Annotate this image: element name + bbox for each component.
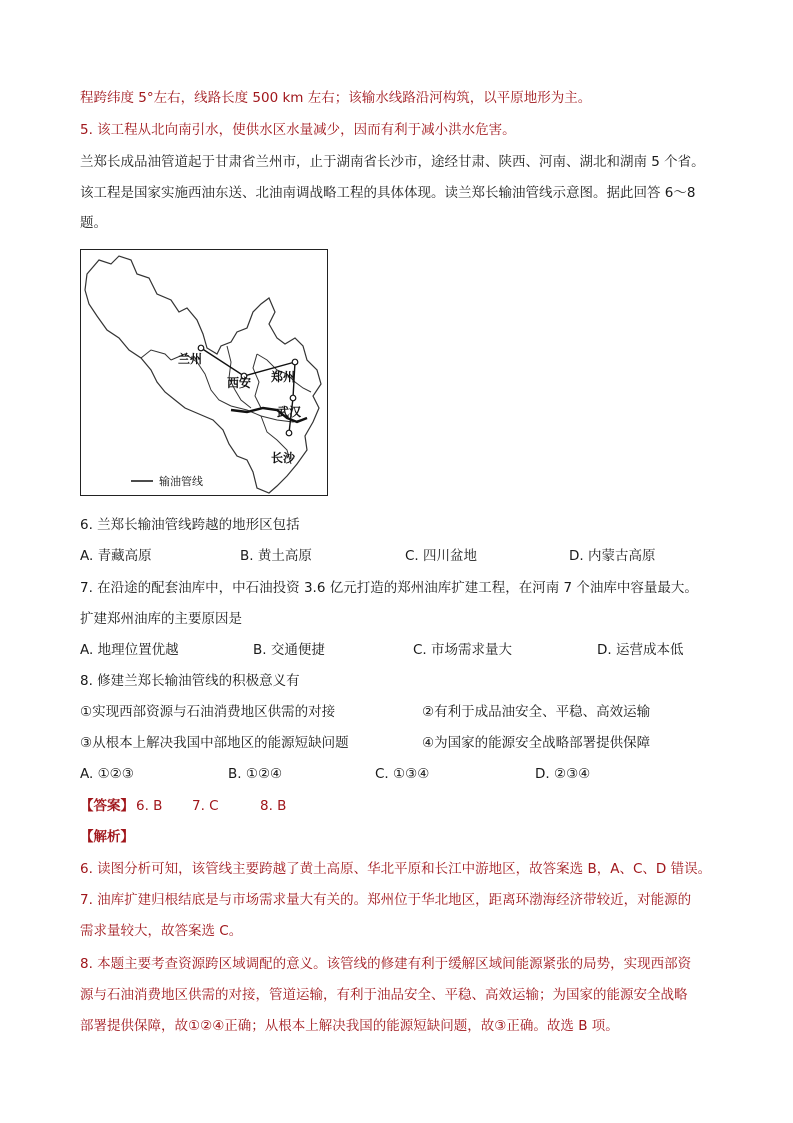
city-label-changsha: 长沙 [271, 451, 296, 465]
answer-6: 6. B [136, 798, 163, 814]
passage-line-2: 该工程是国家实施西油东送、北油南调战略工程的具体体现。读兰郑长输油管线示意图。据此回答 6～8 [80, 185, 696, 201]
q7-option-c: C. 市场需求量大 [413, 642, 513, 658]
city-dot-zhengzhou [292, 359, 298, 365]
q8-option-c: C. ①③④ [375, 766, 430, 782]
pipeline-map [80, 249, 328, 496]
passage-line-1: 兰郑长成品油管道起于甘肃省兰州市，止于湖南省长沙市，途经甘肃、陕西、河南、湖北和湖南 5 个省。 [80, 154, 705, 170]
q6-option-c: C. 四川盆地 [405, 548, 478, 564]
q7-option-b: B. 交通便捷 [253, 642, 325, 658]
q8-option-a: A. ①②③ [80, 766, 134, 782]
answer-label: 【答案】 [80, 798, 134, 814]
map-drawing [81, 250, 327, 495]
city-label-zhengzhou: 郑州 [271, 370, 296, 384]
item-5-explanation: 5. 该工程从北向南引水，使供水区水量减少，因而有利于减小洪水危害。 [80, 122, 516, 138]
q8-stem: 8. 修建兰郑长输油管线的积极意义有 [80, 673, 300, 689]
analysis-8-line-2: 源与石油消费地区供需的对接，管道运输，有利于油品安全、平稳、高效运输；为国家的能源安全战略 [80, 987, 688, 1003]
city-dot-lanzhou [198, 345, 204, 351]
analysis-8-line-1: 8. 本题主要考查资源跨区域调配的意义。该管线的修建有利于缓解区域间能源紧张的局势，实现西部资 [80, 956, 692, 972]
q8-statement-4: ④为国家的能源安全战略部署提供保障 [422, 735, 651, 751]
q8-option-d: D. ②③④ [535, 766, 591, 782]
city-label-xian: 西安 [227, 376, 252, 390]
legend-label: 输油管线 [159, 475, 203, 488]
q6-option-b: B. 黄土高原 [240, 548, 312, 564]
intro-line: 程跨纬度 5°左右，线路长度 500 km 左右；该输水线路沿河构筑，以平原地形为主。 [80, 90, 592, 106]
q7-stem-line-2: 扩建郑州油库的主要原因是 [80, 611, 242, 627]
answer-7: 7. C [192, 798, 219, 814]
province-border [253, 354, 261, 408]
analysis-7-line-2: 需求量较大，故答案选 C。 [80, 923, 243, 939]
answer-8: 8. B [260, 798, 287, 814]
q8-option-b: B. ①②④ [228, 766, 283, 782]
analysis-8-line-3: 部署提供保障，故①②④正确；从根本上解决我国的能源短缺问题，故③正确。故选 B 项。 [80, 1018, 619, 1034]
passage-line-3: 题。 [80, 215, 107, 231]
analysis-6: 6. 读图分析可知，该管线主要跨越了黄土高原、华北平原和长江中游地区，故答案选 B，A、C、D 错误。 [80, 861, 712, 877]
city-label-wuhan: 武汉 [277, 405, 302, 419]
q7-option-d: D. 运营成本低 [597, 642, 684, 658]
city-dot-changsha [286, 430, 292, 436]
q8-statement-1: ①实现西部资源与石油消费地区供需的对接 [80, 704, 336, 720]
city-dot-wuhan [290, 395, 296, 401]
analysis-7-line-1: 7. 油库扩建归根结底是与市场需求量大有关的。郑州位于华北地区，距离环渤海经济带较近，对能源的 [80, 892, 692, 908]
q8-statement-3: ③从根本上解决我国中部地区的能源短缺问题 [80, 735, 349, 751]
city-label-lanzhou: 兰州 [178, 352, 203, 366]
q8-statement-2: ②有利于成品油安全、平稳、高效运输 [422, 704, 651, 720]
analysis-label: 【解析】 [80, 829, 134, 845]
q6-option-a: A. 青藏高原 [80, 548, 152, 564]
q7-option-a: A. 地理位置优越 [80, 642, 179, 658]
q7-stem-line-1: 7. 在沿途的配套油库中，中石油投资 3.6 亿元打造的郑州油库扩建工程，在河南 7 个油库中容量最大。 [80, 580, 698, 596]
province-border [141, 350, 171, 360]
q6-option-d: D. 内蒙古高原 [569, 548, 656, 564]
q6-stem: 6. 兰郑长输油管线跨越的地形区包括 [80, 517, 300, 533]
